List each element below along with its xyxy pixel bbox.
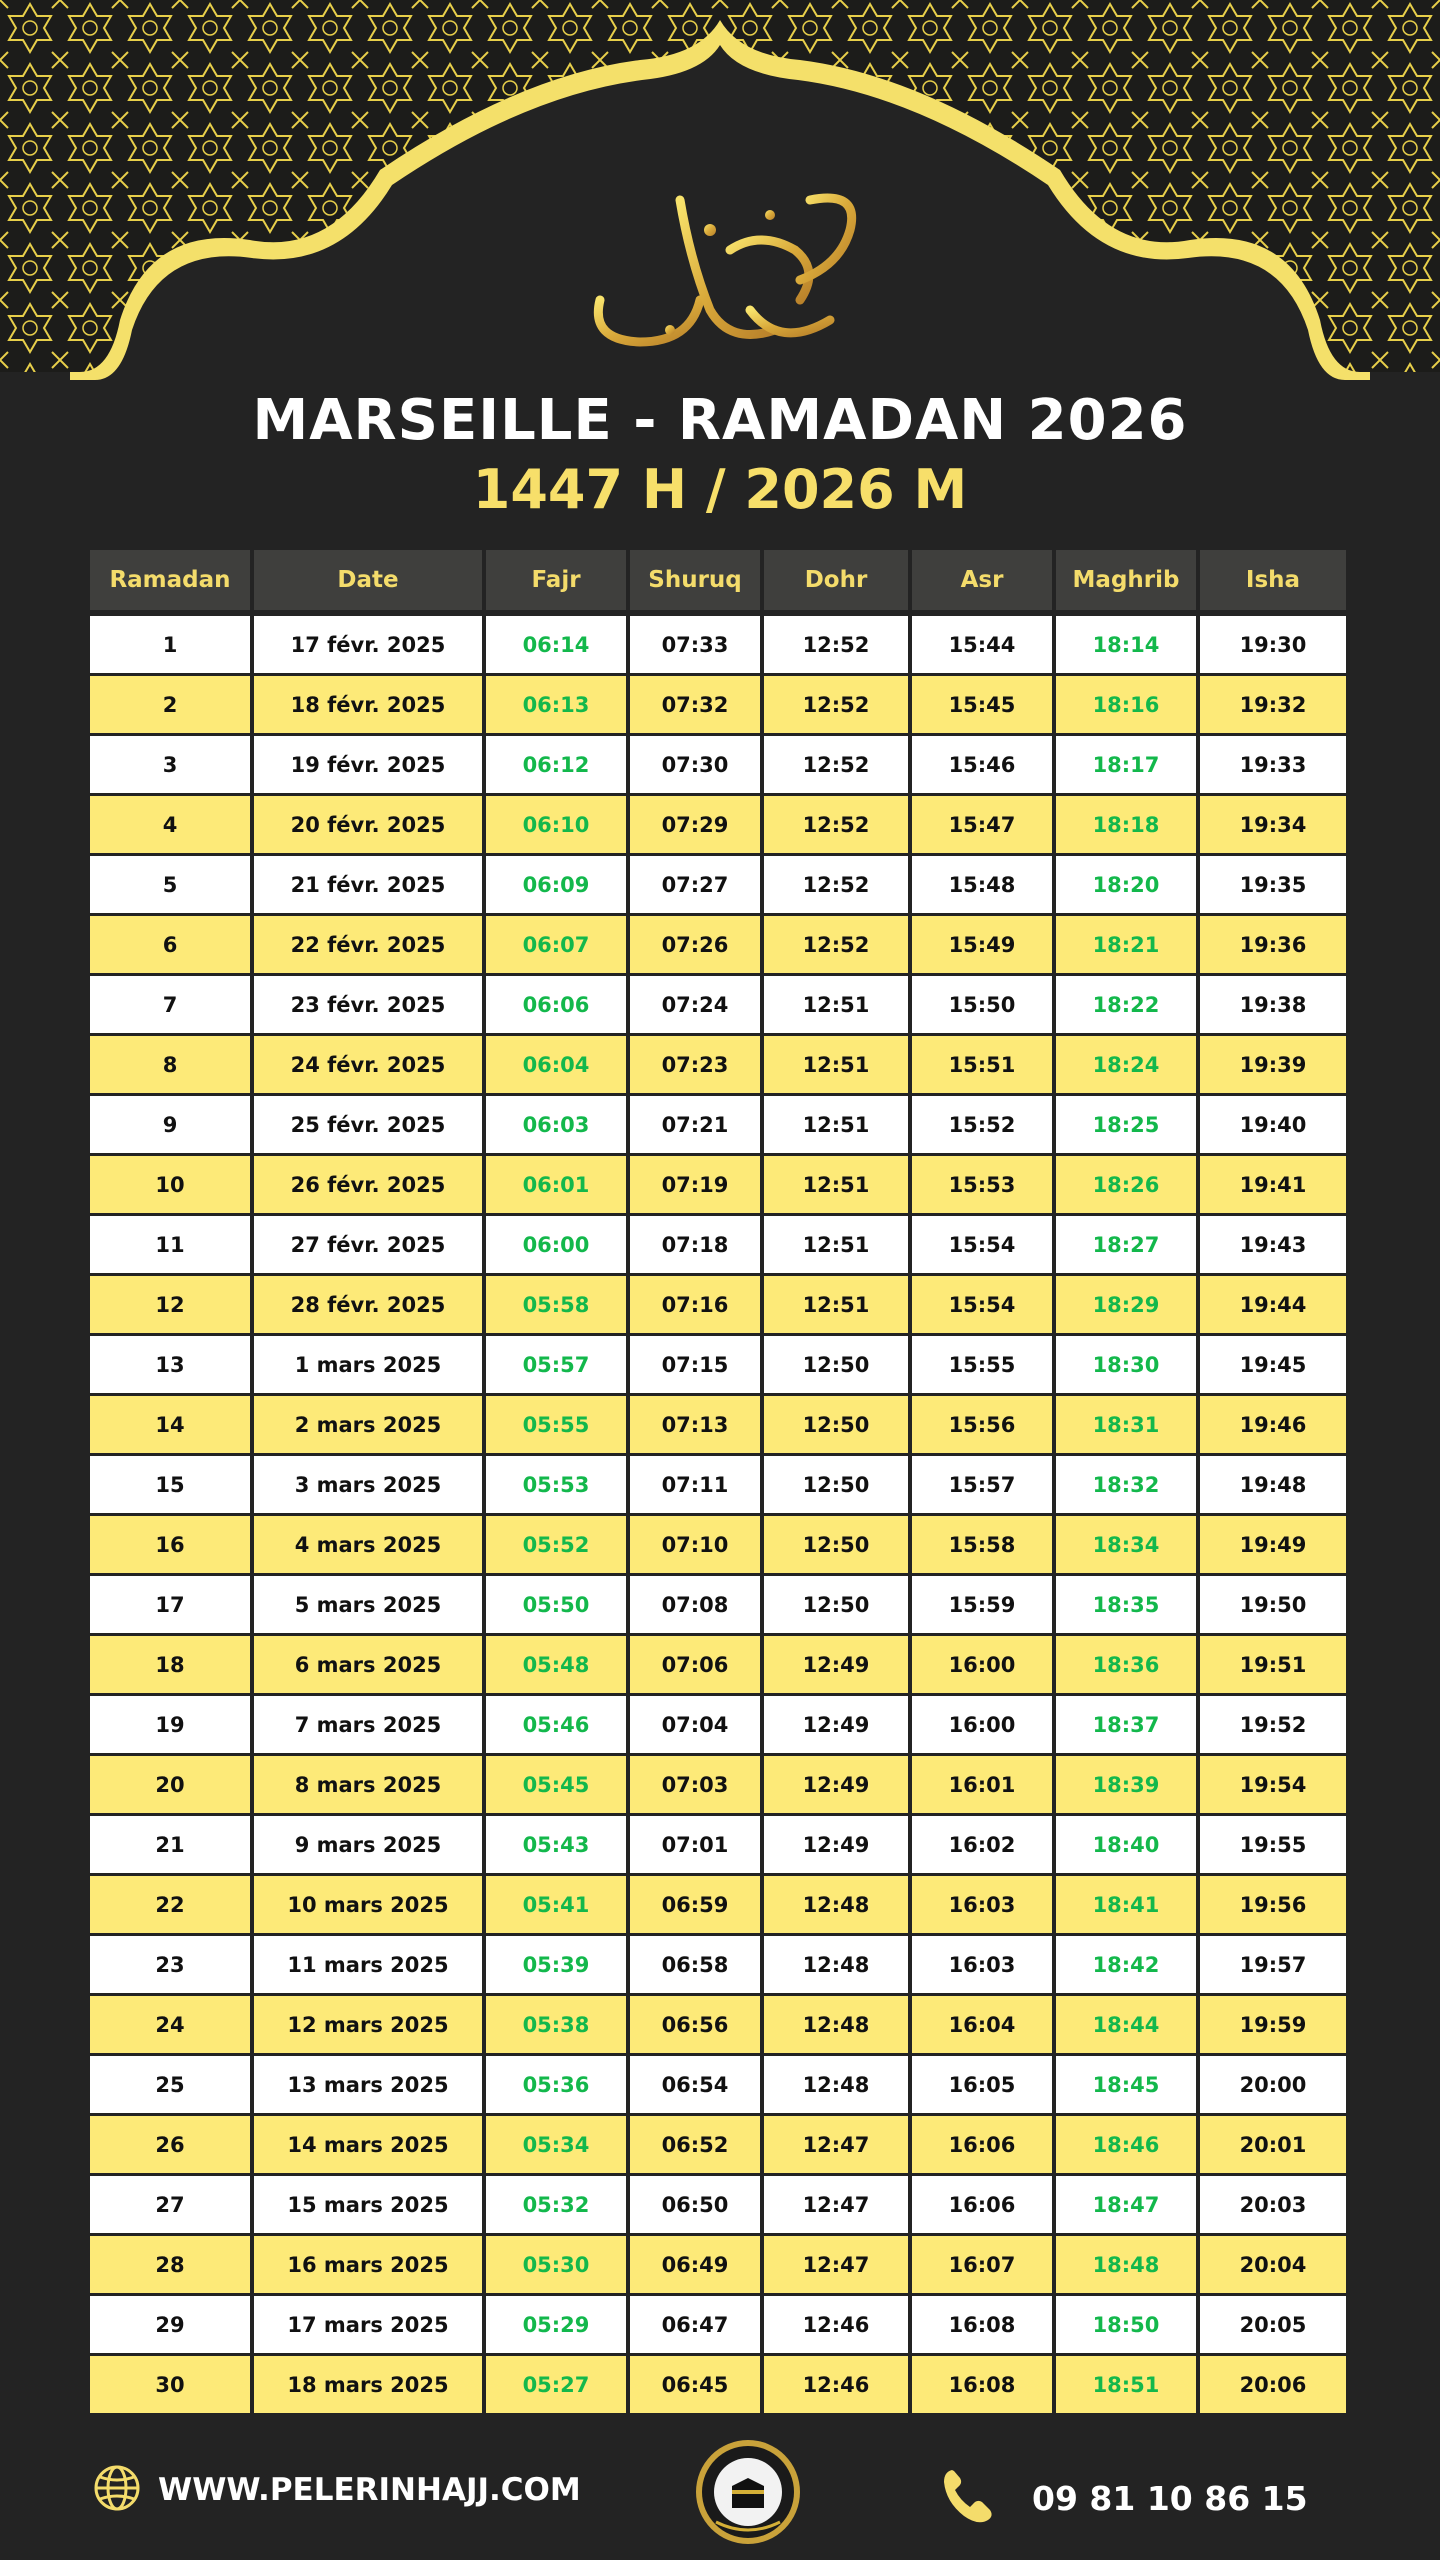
table-row [90,1696,1350,1753]
isha-time-cell: 19:52 [1200,1696,1346,1753]
column-header-maghrib: Maghrib [1056,550,1196,610]
ramadan-day-cell: 23 [90,1936,250,1993]
isha-time-cell: 19:49 [1200,1516,1346,1573]
maghrib-time-cell: 18:27 [1056,1216,1196,1273]
fajr-time-cell: 06:06 [486,976,626,1033]
maghrib-time-cell: 18:34 [1056,1516,1196,1573]
date-cell: 23 févr. 2025 [254,976,482,1033]
isha-time-cell: 20:05 [1200,2296,1346,2353]
maghrib-time-cell: 18:20 [1056,856,1196,913]
fajr-time-cell: 05:30 [486,2236,626,2293]
table-row [90,1396,1350,1453]
date-cell: 17 févr. 2025 [254,616,482,673]
table-row [90,736,1350,793]
table-row [90,1156,1350,1213]
date-cell: 4 mars 2025 [254,1516,482,1573]
date-cell: 1 mars 2025 [254,1336,482,1393]
maghrib-time-cell: 18:24 [1056,1036,1196,1093]
table-row [90,856,1350,913]
fajr-time-cell: 06:13 [486,676,626,733]
isha-time-cell: 19:40 [1200,1096,1346,1153]
date-cell: 10 mars 2025 [254,1876,482,1933]
fajr-time-cell: 06:07 [486,916,626,973]
asr-time-cell: 15:46 [912,736,1052,793]
maghrib-time-cell: 18:39 [1056,1756,1196,1813]
website-link[interactable]: WWW.PELERINHAJJ.COM [158,2472,581,2508]
fajr-time-cell: 05:55 [486,1396,626,1453]
asr-time-cell: 15:54 [912,1216,1052,1273]
dohr-time-cell: 12:50 [764,1456,908,1513]
globe-icon [92,2463,142,2517]
isha-time-cell: 19:35 [1200,856,1346,913]
asr-time-cell: 16:04 [912,1996,1052,2053]
ramadan-day-cell: 16 [90,1516,250,1573]
shuruq-time-cell: 07:11 [630,1456,760,1513]
date-cell: 11 mars 2025 [254,1936,482,1993]
asr-time-cell: 16:03 [912,1876,1052,1933]
date-cell: 9 mars 2025 [254,1816,482,1873]
dohr-time-cell: 12:46 [764,2356,908,2413]
fajr-time-cell: 05:46 [486,1696,626,1753]
dohr-time-cell: 12:51 [764,1276,908,1333]
table-row [90,1096,1350,1153]
table-row [90,2236,1350,2293]
date-cell: 20 févr. 2025 [254,796,482,853]
pelerinhajj-logo [694,2438,802,2546]
isha-time-cell: 19:44 [1200,1276,1346,1333]
table-row [90,1036,1350,1093]
maghrib-time-cell: 18:30 [1056,1336,1196,1393]
table-row [90,616,1350,673]
isha-time-cell: 19:32 [1200,676,1346,733]
dohr-time-cell: 12:51 [764,1156,908,1213]
shuruq-time-cell: 07:06 [630,1636,760,1693]
maghrib-time-cell: 18:50 [1056,2296,1196,2353]
isha-time-cell: 19:38 [1200,976,1346,1033]
maghrib-time-cell: 18:22 [1056,976,1196,1033]
dohr-time-cell: 12:50 [764,1396,908,1453]
shuruq-time-cell: 06:56 [630,1996,760,2053]
column-header-fajr: Fajr [486,550,626,610]
table-row [90,1636,1350,1693]
shuruq-time-cell: 06:59 [630,1876,760,1933]
isha-time-cell: 20:06 [1200,2356,1346,2413]
ramadan-day-cell: 3 [90,736,250,793]
ramadan-day-cell: 6 [90,916,250,973]
asr-time-cell: 16:06 [912,2176,1052,2233]
maghrib-time-cell: 18:44 [1056,1996,1196,2053]
fajr-time-cell: 06:04 [486,1036,626,1093]
fajr-time-cell: 06:14 [486,616,626,673]
shuruq-time-cell: 07:10 [630,1516,760,1573]
isha-time-cell: 19:59 [1200,1996,1346,2053]
isha-time-cell: 19:43 [1200,1216,1346,1273]
column-header-asr: Asr [912,550,1052,610]
ramadan-day-cell: 4 [90,796,250,853]
maghrib-time-cell: 18:26 [1056,1156,1196,1213]
asr-time-cell: 15:44 [912,616,1052,673]
asr-time-cell: 15:53 [912,1156,1052,1213]
table-row [90,1216,1350,1273]
table-row [90,1936,1350,1993]
fajr-time-cell: 05:45 [486,1756,626,1813]
table-row [90,2356,1350,2413]
date-cell: 25 févr. 2025 [254,1096,482,1153]
asr-time-cell: 15:49 [912,916,1052,973]
table-row [90,1516,1350,1573]
date-cell: 3 mars 2025 [254,1456,482,1513]
isha-time-cell: 19:39 [1200,1036,1346,1093]
fajr-time-cell: 05:34 [486,2116,626,2173]
ramadan-day-cell: 19 [90,1696,250,1753]
isha-time-cell: 19:55 [1200,1816,1346,1873]
column-header-shuruq: Shuruq [630,550,760,610]
dohr-time-cell: 12:49 [764,1816,908,1873]
fajr-time-cell: 05:36 [486,2056,626,2113]
dohr-time-cell: 12:51 [764,1096,908,1153]
maghrib-time-cell: 18:45 [1056,2056,1196,2113]
page-title: MARSEILLE - RAMADAN 2026 [252,388,1188,453]
ramadan-day-cell: 5 [90,856,250,913]
ramadan-day-cell: 13 [90,1336,250,1393]
asr-time-cell: 15:57 [912,1456,1052,1513]
isha-time-cell: 19:46 [1200,1396,1346,1453]
asr-time-cell: 15:58 [912,1516,1052,1573]
date-cell: 13 mars 2025 [254,2056,482,2113]
dohr-time-cell: 12:52 [764,616,908,673]
ramadan-day-cell: 27 [90,2176,250,2233]
shuruq-time-cell: 07:18 [630,1216,760,1273]
ramadan-day-cell: 10 [90,1156,250,1213]
fajr-time-cell: 05:38 [486,1996,626,2053]
table-header-row [90,550,1350,610]
ramadan-day-cell: 30 [90,2356,250,2413]
fajr-time-cell: 05:57 [486,1336,626,1393]
table-row [90,1876,1350,1933]
isha-time-cell: 19:48 [1200,1456,1346,1513]
shuruq-time-cell: 07:33 [630,616,760,673]
maghrib-time-cell: 18:41 [1056,1876,1196,1933]
date-cell: 26 févr. 2025 [254,1156,482,1213]
asr-time-cell: 16:00 [912,1696,1052,1753]
shuruq-time-cell: 07:23 [630,1036,760,1093]
maghrib-time-cell: 18:25 [1056,1096,1196,1153]
asr-time-cell: 16:02 [912,1816,1052,1873]
ramadan-day-cell: 22 [90,1876,250,1933]
isha-time-cell: 20:01 [1200,2116,1346,2173]
maghrib-time-cell: 18:18 [1056,796,1196,853]
maghrib-time-cell: 18:14 [1056,616,1196,673]
date-cell: 6 mars 2025 [254,1636,482,1693]
ramadan-day-cell: 25 [90,2056,250,2113]
isha-time-cell: 19:34 [1200,796,1346,853]
maghrib-time-cell: 18:32 [1056,1456,1196,1513]
asr-time-cell: 15:56 [912,1396,1052,1453]
isha-time-cell: 20:04 [1200,2236,1346,2293]
shuruq-time-cell: 07:21 [630,1096,760,1153]
fajr-time-cell: 06:01 [486,1156,626,1213]
ramadan-day-cell: 12 [90,1276,250,1333]
date-cell: 16 mars 2025 [254,2236,482,2293]
ramadan-day-cell: 15 [90,1456,250,1513]
table-row [90,2176,1350,2233]
dohr-time-cell: 12:49 [764,1756,908,1813]
dohr-time-cell: 12:52 [764,736,908,793]
fajr-time-cell: 06:10 [486,796,626,853]
isha-time-cell: 19:54 [1200,1756,1346,1813]
table-row [90,676,1350,733]
shuruq-time-cell: 07:27 [630,856,760,913]
asr-time-cell: 15:51 [912,1036,1052,1093]
dohr-time-cell: 12:50 [764,1576,908,1633]
ramadan-day-cell: 8 [90,1036,250,1093]
maghrib-time-cell: 18:51 [1056,2356,1196,2413]
ramadan-day-cell: 1 [90,616,250,673]
date-cell: 18 mars 2025 [254,2356,482,2413]
dohr-time-cell: 12:49 [764,1636,908,1693]
fajr-time-cell: 06:09 [486,856,626,913]
dohr-time-cell: 12:47 [764,2176,908,2233]
date-cell: 5 mars 2025 [254,1576,482,1633]
ramadan-day-cell: 28 [90,2236,250,2293]
date-cell: 22 févr. 2025 [254,916,482,973]
maghrib-time-cell: 18:16 [1056,676,1196,733]
asr-time-cell: 15:47 [912,796,1052,853]
table-row [90,2116,1350,2173]
fajr-time-cell: 05:39 [486,1936,626,1993]
date-cell: 21 févr. 2025 [254,856,482,913]
fajr-time-cell: 05:52 [486,1516,626,1573]
fajr-time-cell: 06:12 [486,736,626,793]
page-subtitle: 1447 H / 2026 M [472,458,968,521]
shuruq-time-cell: 07:15 [630,1336,760,1393]
asr-time-cell: 16:03 [912,1936,1052,1993]
shuruq-time-cell: 07:13 [630,1396,760,1453]
date-cell: 24 févr. 2025 [254,1036,482,1093]
table-row [90,1276,1350,1333]
isha-time-cell: 20:03 [1200,2176,1346,2233]
shuruq-time-cell: 06:58 [630,1936,760,1993]
ramadan-day-cell: 20 [90,1756,250,1813]
shuruq-time-cell: 06:47 [630,2296,760,2353]
ramadan-day-cell: 29 [90,2296,250,2353]
date-cell: 2 mars 2025 [254,1396,482,1453]
table-row [90,1456,1350,1513]
dohr-time-cell: 12:47 [764,2236,908,2293]
column-header-ramadan: Ramadan [90,550,250,610]
dohr-time-cell: 12:50 [764,1516,908,1573]
asr-time-cell: 16:00 [912,1636,1052,1693]
date-cell: 18 févr. 2025 [254,676,482,733]
website-block[interactable] [92,2462,581,2518]
ramadan-day-cell: 2 [90,676,250,733]
date-cell: 15 mars 2025 [254,2176,482,2233]
table-row [90,976,1350,1033]
shuruq-time-cell: 06:50 [630,2176,760,2233]
maghrib-time-cell: 18:37 [1056,1696,1196,1753]
asr-time-cell: 16:05 [912,2056,1052,2113]
dohr-time-cell: 12:50 [764,1336,908,1393]
asr-time-cell: 15:50 [912,976,1052,1033]
phone-icon [940,2466,996,2530]
fajr-time-cell: 05:27 [486,2356,626,2413]
fajr-time-cell: 06:00 [486,1216,626,1273]
shuruq-time-cell: 07:01 [630,1816,760,1873]
dohr-time-cell: 12:52 [764,856,908,913]
dohr-time-cell: 12:48 [764,1936,908,1993]
table-row [90,1336,1350,1393]
maghrib-time-cell: 18:17 [1056,736,1196,793]
shuruq-time-cell: 07:19 [630,1156,760,1213]
dohr-time-cell: 12:51 [764,1216,908,1273]
table-row [90,916,1350,973]
shuruq-time-cell: 06:52 [630,2116,760,2173]
maghrib-time-cell: 18:29 [1056,1276,1196,1333]
asr-time-cell: 15:48 [912,856,1052,913]
isha-time-cell: 19:57 [1200,1936,1346,1993]
fajr-time-cell: 05:48 [486,1636,626,1693]
ramadan-day-cell: 18 [90,1636,250,1693]
dohr-time-cell: 12:48 [764,1876,908,1933]
asr-time-cell: 15:59 [912,1576,1052,1633]
isha-time-cell: 20:00 [1200,2056,1346,2113]
shuruq-time-cell: 06:45 [630,2356,760,2413]
dohr-time-cell: 12:52 [764,796,908,853]
shuruq-time-cell: 06:54 [630,2056,760,2113]
asr-time-cell: 15:55 [912,1336,1052,1393]
fajr-time-cell: 05:41 [486,1876,626,1933]
maghrib-time-cell: 18:31 [1056,1396,1196,1453]
dohr-time-cell: 12:51 [764,976,908,1033]
ramadan-day-cell: 14 [90,1396,250,1453]
ramadan-day-cell: 9 [90,1096,250,1153]
table-row [90,1816,1350,1873]
ramadan-kareem-calligraphy [560,170,880,370]
isha-time-cell: 19:36 [1200,916,1346,973]
maghrib-time-cell: 18:46 [1056,2116,1196,2173]
asr-time-cell: 16:06 [912,2116,1052,2173]
asr-time-cell: 16:08 [912,2356,1052,2413]
asr-time-cell: 15:52 [912,1096,1052,1153]
date-cell: 8 mars 2025 [254,1756,482,1813]
fajr-time-cell: 05:58 [486,1276,626,1333]
date-cell: 12 mars 2025 [254,1996,482,2053]
table-row [90,1996,1350,2053]
asr-time-cell: 15:54 [912,1276,1052,1333]
maghrib-time-cell: 18:40 [1056,1816,1196,1873]
fajr-time-cell: 05:43 [486,1816,626,1873]
column-header-date: Date [254,550,482,610]
isha-time-cell: 19:30 [1200,616,1346,673]
table-row [90,2056,1350,2113]
table-row [90,2296,1350,2353]
ramadan-day-cell: 21 [90,1816,250,1873]
shuruq-time-cell: 06:49 [630,2236,760,2293]
maghrib-time-cell: 18:36 [1056,1636,1196,1693]
date-cell: 27 févr. 2025 [254,1216,482,1273]
isha-time-cell: 19:56 [1200,1876,1346,1933]
shuruq-time-cell: 07:26 [630,916,760,973]
ramadan-day-cell: 17 [90,1576,250,1633]
phone-number[interactable]: 09 81 10 86 15 [1032,2478,1308,2518]
isha-time-cell: 19:50 [1200,1576,1346,1633]
maghrib-time-cell: 18:21 [1056,916,1196,973]
ramadan-day-cell: 26 [90,2116,250,2173]
fajr-time-cell: 05:53 [486,1456,626,1513]
date-cell: 28 févr. 2025 [254,1276,482,1333]
shuruq-time-cell: 07:04 [630,1696,760,1753]
dohr-time-cell: 12:48 [764,1996,908,2053]
isha-time-cell: 19:41 [1200,1156,1346,1213]
column-header-isha: Isha [1200,550,1346,610]
column-header-dohr: Dohr [764,550,908,610]
shuruq-time-cell: 07:29 [630,796,760,853]
maghrib-time-cell: 18:48 [1056,2236,1196,2293]
asr-time-cell: 16:08 [912,2296,1052,2353]
isha-time-cell: 19:51 [1200,1636,1346,1693]
fajr-time-cell: 06:03 [486,1096,626,1153]
asr-time-cell: 16:01 [912,1756,1052,1813]
asr-time-cell: 15:45 [912,676,1052,733]
fajr-time-cell: 05:50 [486,1576,626,1633]
shuruq-time-cell: 07:08 [630,1576,760,1633]
dohr-time-cell: 12:51 [764,1036,908,1093]
date-cell: 17 mars 2025 [254,2296,482,2353]
isha-time-cell: 19:45 [1200,1336,1346,1393]
dohr-time-cell: 12:49 [764,1696,908,1753]
maghrib-time-cell: 18:35 [1056,1576,1196,1633]
shuruq-time-cell: 07:24 [630,976,760,1033]
phone-block[interactable] [940,2468,1308,2528]
prayer-times-table [90,550,1350,2416]
date-cell: 7 mars 2025 [254,1696,482,1753]
dohr-time-cell: 12:52 [764,676,908,733]
dohr-time-cell: 12:52 [764,916,908,973]
date-cell: 19 févr. 2025 [254,736,482,793]
table-row [90,1756,1350,1813]
shuruq-time-cell: 07:16 [630,1276,760,1333]
asr-time-cell: 16:07 [912,2236,1052,2293]
shuruq-time-cell: 07:03 [630,1756,760,1813]
maghrib-time-cell: 18:42 [1056,1936,1196,1993]
ramadan-day-cell: 11 [90,1216,250,1273]
dohr-time-cell: 12:46 [764,2296,908,2353]
shuruq-time-cell: 07:30 [630,736,760,793]
ramadan-day-cell: 24 [90,1996,250,2053]
table-row [90,796,1350,853]
fajr-time-cell: 05:32 [486,2176,626,2233]
isha-time-cell: 19:33 [1200,736,1346,793]
dohr-time-cell: 12:48 [764,2056,908,2113]
table-row [90,1576,1350,1633]
date-cell: 14 mars 2025 [254,2116,482,2173]
fajr-time-cell: 05:29 [486,2296,626,2353]
shuruq-time-cell: 07:32 [630,676,760,733]
ramadan-day-cell: 7 [90,976,250,1033]
maghrib-time-cell: 18:47 [1056,2176,1196,2233]
dohr-time-cell: 12:47 [764,2116,908,2173]
